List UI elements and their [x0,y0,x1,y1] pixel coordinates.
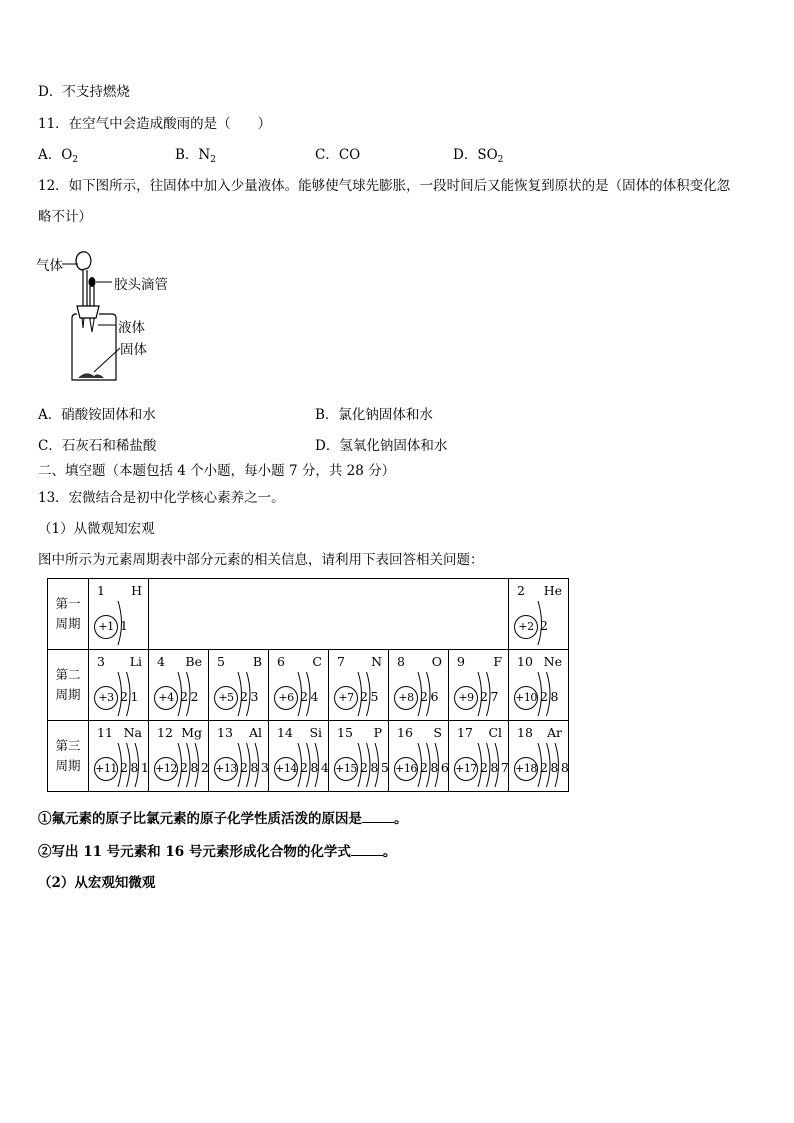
atomic-number: 11 [97,725,113,740]
atomic-number: 14 [277,725,293,740]
element-cell [449,721,512,792]
element-symbol: P [373,725,382,740]
q11-option-d: D．$SO_2$ [453,147,504,165]
q11-option-c: C．CO [315,147,361,163]
nucleus-circle: +13 [214,757,238,781]
electron-counts: 24 [300,689,321,704]
element-symbol: Li [129,654,142,669]
electron-counts: 284 [300,760,332,775]
liquid-label: 液体 [118,320,145,336]
element-symbol: C [312,654,322,669]
atomic-number: 9 [457,654,465,669]
atomic-number: 18 [517,725,533,740]
element-cell [209,721,272,792]
q12-stem-line2: 略不计） [38,209,92,225]
nucleus-circle: +14 [274,757,298,781]
table-row-period3 [48,721,569,792]
q12-option-d: D．氢氧化钠固体和水 [315,438,448,454]
nucleus-circle: +11 [94,757,118,781]
table-row-period2 [48,650,569,721]
period-label-1: 第一 周期 [48,579,89,650]
nucleus-circle: +9 [454,686,478,710]
dropper-bulb [89,277,96,287]
element-cell [149,650,209,721]
q10-option-d: D．不支持燃烧 [38,84,130,100]
element-cell [449,650,509,721]
electron-counts: 281 [120,760,152,775]
atomic-number: 13 [217,725,233,740]
q12-stem-line1: 12．如下图所示，往固体中加入少量液体。能够使气球先膨胀，一段时间后又能恢复到原状的是（固体的体积变化忽 [38,178,731,194]
period-label-3: 第三 周期 [48,721,89,792]
gas-label: 气体 [36,258,63,274]
electron-counts: 283 [240,760,272,775]
electron-counts: 28 [540,689,561,704]
element-cell [89,650,149,721]
element-symbol: Ne [543,654,562,669]
q12-option-a: A．硝酸铵固体和水 [38,407,156,423]
electron-counts: 287 [480,760,512,775]
dropper-label: 胶头滴管 [114,277,168,293]
q13-sub2: ②写出 11 号元素和 16 号元素形成化合物的化学式 。 [38,844,397,860]
element-cell [269,721,332,792]
q11-option-a: A．$O_2$ [38,147,79,165]
element-cell [269,650,329,721]
electron-counts: 25 [360,689,381,704]
electron-counts: 22 [180,689,201,704]
balloon-shape [76,252,91,270]
atomic-number: 17 [457,725,473,740]
electron-counts: 27 [480,689,501,704]
element-cell [209,650,269,721]
atomic-number: 4 [157,654,165,669]
element-symbol: Al [248,725,262,740]
atomic-number: 15 [337,725,353,740]
solid-pile [78,373,104,378]
nucleus-circle: +10 [514,686,538,710]
answer-blank[interactable] [362,810,394,823]
element-cell [329,650,389,721]
element-symbol: B [252,654,262,669]
element-cell [389,721,452,792]
apparatus-figure [36,240,196,385]
element-symbol: F [493,654,502,669]
element-symbol: H [131,583,142,598]
element-symbol: Si [309,725,322,740]
element-cell [509,579,569,650]
nucleus-circle: +16 [394,757,418,781]
electron-counts: 285 [360,760,392,775]
periodic-table [47,578,572,792]
element-cell [89,579,149,650]
nucleus-circle: +2 [514,615,538,639]
q12-option-b: B．氯化钠固体和水 [315,407,433,423]
q13-part1-heading: （1）从微观知宏观 [38,521,155,537]
atomic-number: 5 [217,654,225,669]
bottle [72,314,116,380]
nucleus-circle: +15 [334,757,358,781]
element-symbol: Be [185,654,202,669]
q12-option-c: C．石灰石和稀盐酸 [38,438,157,454]
electron-counts: 23 [240,689,261,704]
electron-counts: 26 [420,689,441,704]
table-row-period1 [48,579,569,650]
period-label-2: 第二 周期 [48,650,89,721]
q13-part2-heading: （2）从宏观知微观 [38,875,156,891]
atomic-number: 12 [157,725,173,740]
nucleus-circle: +1 [94,615,118,639]
atomic-number: 1 [97,583,105,598]
electron-counts: 288 [540,760,572,775]
atomic-number: 2 [517,583,525,598]
electron-counts: 1 [120,618,131,633]
element-symbol: Mg [181,725,202,740]
element-cell [149,721,212,792]
element-cell [389,650,449,721]
answer-blank[interactable] [351,843,383,856]
electron-counts: 286 [420,760,452,775]
atomic-number: 10 [517,654,533,669]
element-symbol: Ar [546,725,562,740]
element-symbol: N [371,654,382,669]
element-symbol: He [543,583,562,598]
element-cell [89,721,152,792]
nucleus-circle: +4 [154,686,178,710]
stopper [77,306,99,318]
solid-label: 固体 [120,342,147,358]
electron-counts: 2 [540,618,551,633]
atomic-number: 7 [337,654,345,669]
q13-intro: 图中所示为元素周期表中部分元素的相关信息，请利用下表回答相关问题： [38,552,484,568]
q13-sub1: ①氟元素的原子比氯元素的原子化学性质活泼的原因是 。 [38,811,408,827]
q11-stem: 11．在空气中会造成酸雨的是（ ） [38,116,272,132]
section-heading: 二、填空题（本题包括 4 个小题，每小题 7 分，共 28 分） [38,463,396,479]
element-symbol: Cl [488,725,502,740]
nucleus-circle: +17 [454,757,478,781]
nucleus-circle: +18 [514,757,538,781]
atomic-number: 6 [277,654,285,669]
element-symbol: O [431,654,442,669]
nucleus-circle: +6 [274,686,298,710]
element-symbol: Na [123,725,142,740]
electron-counts: 282 [180,760,212,775]
q13-stem: 13．宏微结合是初中化学核心素养之一。 [38,490,285,506]
element-cell [509,650,569,721]
element-cell [329,721,392,792]
nucleus-circle: +3 [94,686,118,710]
nucleus-circle: +7 [334,686,358,710]
nucleus-circle: +12 [154,757,178,781]
element-symbol: S [433,725,442,740]
atomic-number: 3 [97,654,105,669]
empty-cell [149,579,509,650]
nucleus-circle: +8 [394,686,418,710]
nucleus-circle: +5 [214,686,238,710]
atomic-number: 16 [397,725,413,740]
element-cell [509,721,572,792]
electron-counts: 21 [120,689,141,704]
atomic-number: 8 [397,654,405,669]
q11-option-b: B．$N_2$ [175,147,216,165]
